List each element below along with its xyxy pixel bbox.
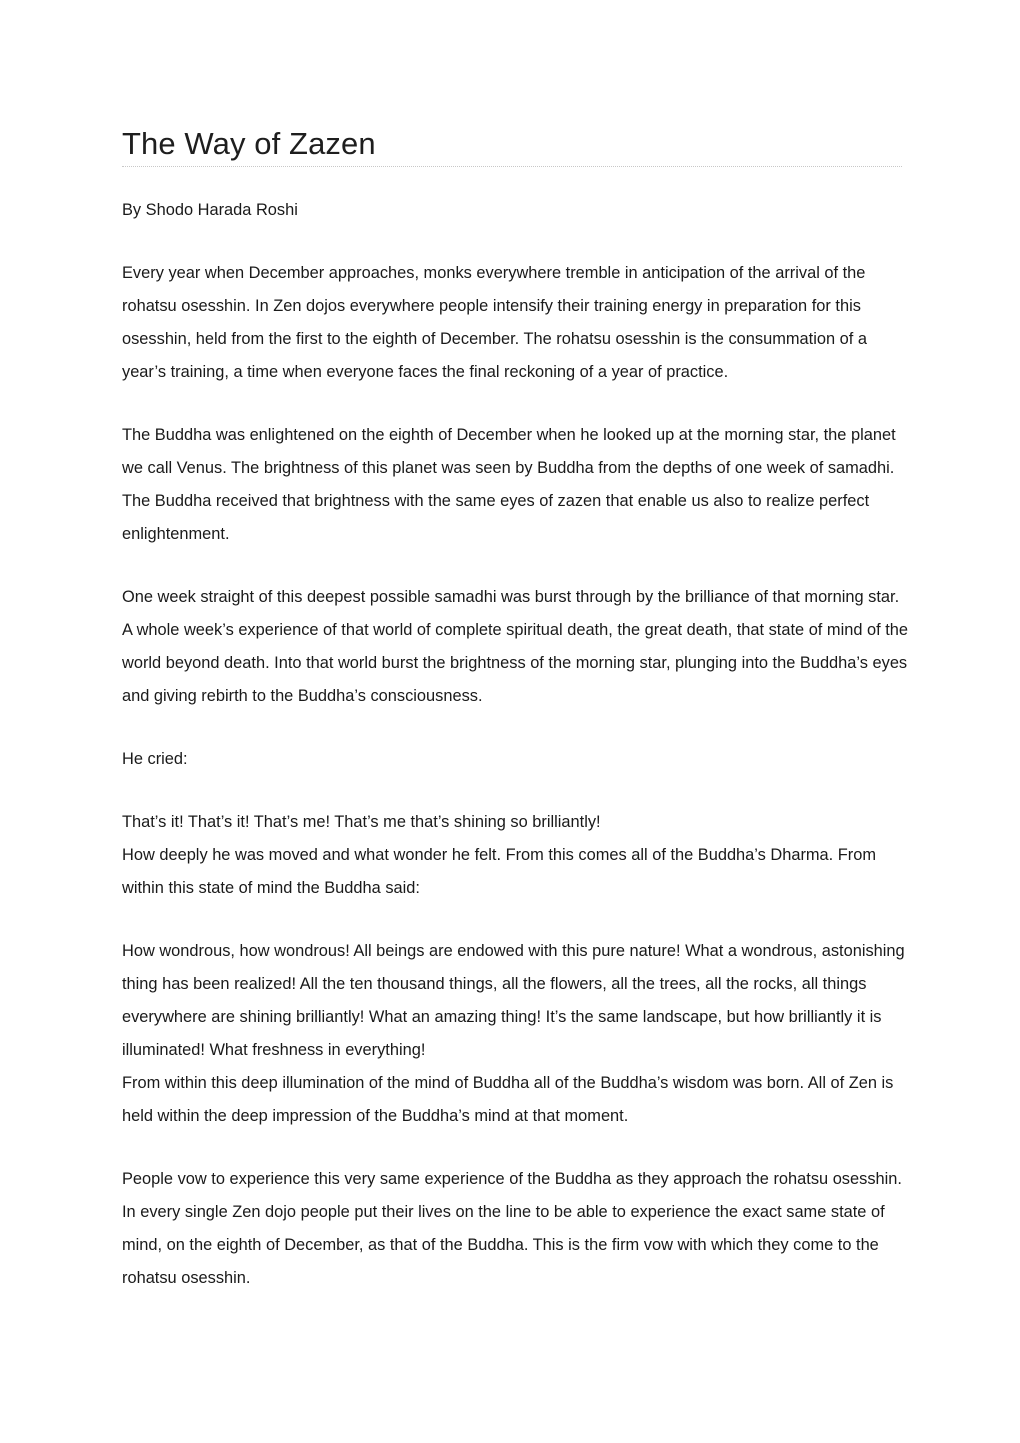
paragraph: People vow to experience this very same experience of the Buddha as they approach the rohatsu osesshin. In every single Zen dojo people put their lives on the line to be able to experience the exact same state of mind, on the eighth of December, as that of the Buddha. This is the firm vow with which they come to the rohatsu osesshin. [122,1170,902,1287]
article-body [122,194,912,1325]
paragraph: One week straight of this deepest possible samadhi was burst through by the brilliance of that morning star. A whole week’s experience of that world of complete spiritual death, the great death, that state of mind of the world beyond death. Into that world burst the brightness of the morning star, plunging into the Buddha’s eyes and giving rebirth to the Buddha’s consciousness. [122,588,909,705]
paragraph: The Buddha was enlightened on the eighth of December when he looked up at the morning star, the planet we call Venus. The brightness of this planet was seen by Buddha from the depths of one week of samadhi. The Buddha received that brightness with the same eyes of zazen that enable us also to realize perfect enlightenment. [122,426,896,543]
article-title: The Way of Zazen [122,126,376,161]
paragraph: Every year when December approaches, monks everywhere tremble in anticipation of the arrival of the rohatsu osesshin. In Zen dojos everywhere people intensify their training energy in preparation for this osesshin, held from the first to the eighth of December. The rohatsu osesshin is the consummation of a year’s training, a time when everyone faces the final reckoning of a year of practice. [122,264,867,381]
byline: By Shodo Harada Roshi [122,201,298,219]
paragraph: He cried: [122,750,188,768]
title-divider [122,166,902,167]
paragraph: That’s it! That’s it! That’s me! That’s me that’s shining so brilliantly! How deeply he was moved and what wonder he felt. From this comes all of the Buddha’s Dharma. From within this state of mind the Buddha said: [122,813,877,897]
paragraph: How wondrous, how wondrous! All beings are endowed with this pure nature! What a wondrous, astonishing thing has been realized! All the ten thousand things, all the flowers, all the trees, all the rocks, all things everywhere are shining brilliantly! What an amazing thing! It’s the same landscape, but how brilliantly it is illuminated! What freshness in everything! From within this deep illumination of the mind of Buddha all of the Buddha’s wisdom was born. All of Zen is held within the deep impression of the Buddha’s mind at that moment. [122,942,905,1125]
